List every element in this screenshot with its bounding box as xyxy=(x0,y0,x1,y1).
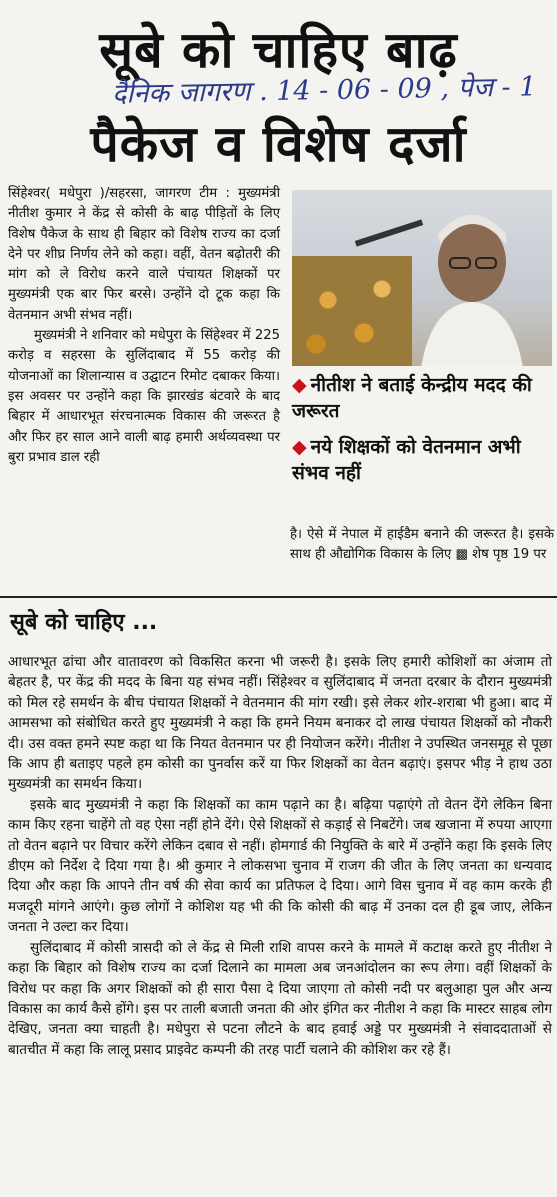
speaker-portrait-icon xyxy=(410,204,530,366)
headline-line-1: सूबे को चाहिए बाढ़ xyxy=(99,21,458,79)
flower-garland xyxy=(292,256,412,366)
highlight-item: ◆ नये शिक्षकों को वेतनमान अभी संभव नहीं xyxy=(292,436,521,484)
highlight-item: ◆ नीतीश ने बताई केन्द्रीय मदद की जरूरत xyxy=(292,374,532,422)
highlight-box xyxy=(292,372,554,496)
headline-line-2: पैकेज व विशेष दर्जा xyxy=(90,115,467,173)
chief-minister-photo xyxy=(292,190,552,366)
continuation-paragraph-3: सुलिंदाबाद में कोसी त्रासदी को ले केंद्र से मिली राशि वापस करने के मामले में कटाक्ष करते हुए नीतीश ने कहा कि बिहार को विशेष राज्य का दर्जा दिलाने का मामला अब जनआंदोलन का रूप लेगा। वहीं शिक्षकों के विरोध पर कहा कि अगर शिक्षकों को ही सारा पैसा दे दिया जाएगा तो कोसी नदी पर बलुआहा पुल और अन्य विकास का कार्य कैसे होंगे। इस पर ताली बजाती जनता की ओर इंगित कर नीतीश ने कहा कि मास्टर साहब लोग देखिए, जनता क्या चाहती है। मधेपुरा से पटना लौटने के बाद हवाई अड्डे पर मुख्यमंत्री ने संवाददाताओं से बातचीत में कहा कि लालू प्रसाद प्राइवेट कम्पनी की तरह पार्टी चलाने की कोशिश कर रहे हैं। xyxy=(8,939,552,1058)
bullet-dot-icon: ◆ xyxy=(292,374,307,396)
continuation-body xyxy=(8,652,552,1060)
lead-paragraph-2: मुख्यमंत्री ने शनिवार को मधेपुरा के सिंहेश्वर में 225 करोड़ व सहरसा के सुलिंदाबाद में 55 करोड़ की योजनाओं का शिलान्यास व उद्घाटन रिमोट दबाकर किया। इस अवसर पर उन्होंने कहा कि झारखंड बंटवारे के बाद बिहार में आधारभूत संरचनात्मक विकास की जरूरत है और फिर हर साल आने वाली बाढ़ हमारी अर्थव्यवस्था पर बुरा प्रभाव डाल रही xyxy=(8,328,280,465)
lead-column xyxy=(8,184,280,468)
bullet-dot-icon: ◆ xyxy=(292,436,307,458)
tail-column: है। ऐसे में नेपाल में हाईडैम बनाने की जरूरत है। इसके साथ ही औद्योगिक विकास के लिए ▩ शेष पृष्ठ 19 पर xyxy=(290,527,554,563)
continuation-paragraph-1: आधारभूत ढांचा और वातावरण को विकसित करना भी जरूरी है। इसके लिए हमारी कोशिशों का अंजाम तो बेहतर है, पर केंद्र की मदद के बिना यह संभव नहीं। सिंहेश्वर व सुलिंदाबाद में जनता दरबार के दौरान मुख्यमंत्री को मिल रहे समर्थन के बीच पंचायत शिक्षकों ने वेतनमान की मांग रखी। इसे लेकर शोर-शराबा भी हुआ। बाद में आमसभा को संबोधित करते हुए मुख्यमंत्री ने कहा कि हमने नियम बनाकर दो लाख पंचायत शिक्षकों को नौकरी दी। उस वक्त हमने स्पष्ट कहा था कि नियत वेतनमान पर ही नियोजन करेंगे। नीतीश ने उपस्थित जनसमूह से पूछा कि आप ही बताइए पहले हम कोसी का पुनर्वास करें या फिर शिक्षकों का वेतन बढ़ाएं। इसपर भीड़ ने हाथ उठा मुख्यमंत्री का समर्थन किया। xyxy=(8,654,552,793)
handwritten-source-note: दैनिक जागरण . 14 - 06 - 09 , पेज - 1 xyxy=(111,71,537,110)
lead-paragraph-1: सिंहेश्वर( मधेपुरा )/सहरसा, जागरण टीम : मुख्यमंत्री नीतीश कुमार ने केंद्र से कोसी के बाढ़ पीड़ितों के लिए विशेष पैकेज के साथ ही बिहार को विशेष राज्य का दर्जा देने पर शीघ्र निर्णय लेने को कहा। वहीं, वेतन बढ़ोतरी की मांग को ले विरोध करने वाले पंचायत शिक्षकों पर मुख्यमंत्री एक बार फिर बरसे। उन्होंने दो टूक कहा कि वेतनमान अभी संभव नहीं। xyxy=(8,186,280,323)
continuation-heading: सूबे को चाहिए ... xyxy=(10,610,158,635)
section-divider xyxy=(0,596,557,598)
continuation-paragraph-2: इसके बाद मुख्यमंत्री ने कहा कि शिक्षकों का काम पढ़ाने का है। बढ़िया पढ़ाएंगे तो वेतन देंगे लेकिन बिना काम किए रहना चाहेंगे तो वह ऐसा नहीं होने देंगे। ऐसे शिक्षकों से कड़ाई से निबटेंगे। जब खजाना में रुपया आएगा तो वेतन बढ़ाने पर विचार करेंगे लेकिन दबाव से नहीं। होमगार्ड की नियुक्ति के बारे में उन्होंने कहा कि इसके लिए डीएम को निर्देश दे दिया गया है। श्री कुमार ने लोकसभा चुनाव में राजग की जीत के लिए जनता का धन्यवाद दिया और कहा कि आपने तीन वर्ष की सेवा कार्य का प्रतिफल दे दिया। आगे विस चुनाव में वह काम करके ही मजदूरी मांगने आएंगे। कुछ लोगों ने कोशिश यह भी की कि कोसी की बाढ़ में उनका दल ही डूब जाए, लेकिन जनता ने उल्टा कर दिया। xyxy=(8,796,552,936)
